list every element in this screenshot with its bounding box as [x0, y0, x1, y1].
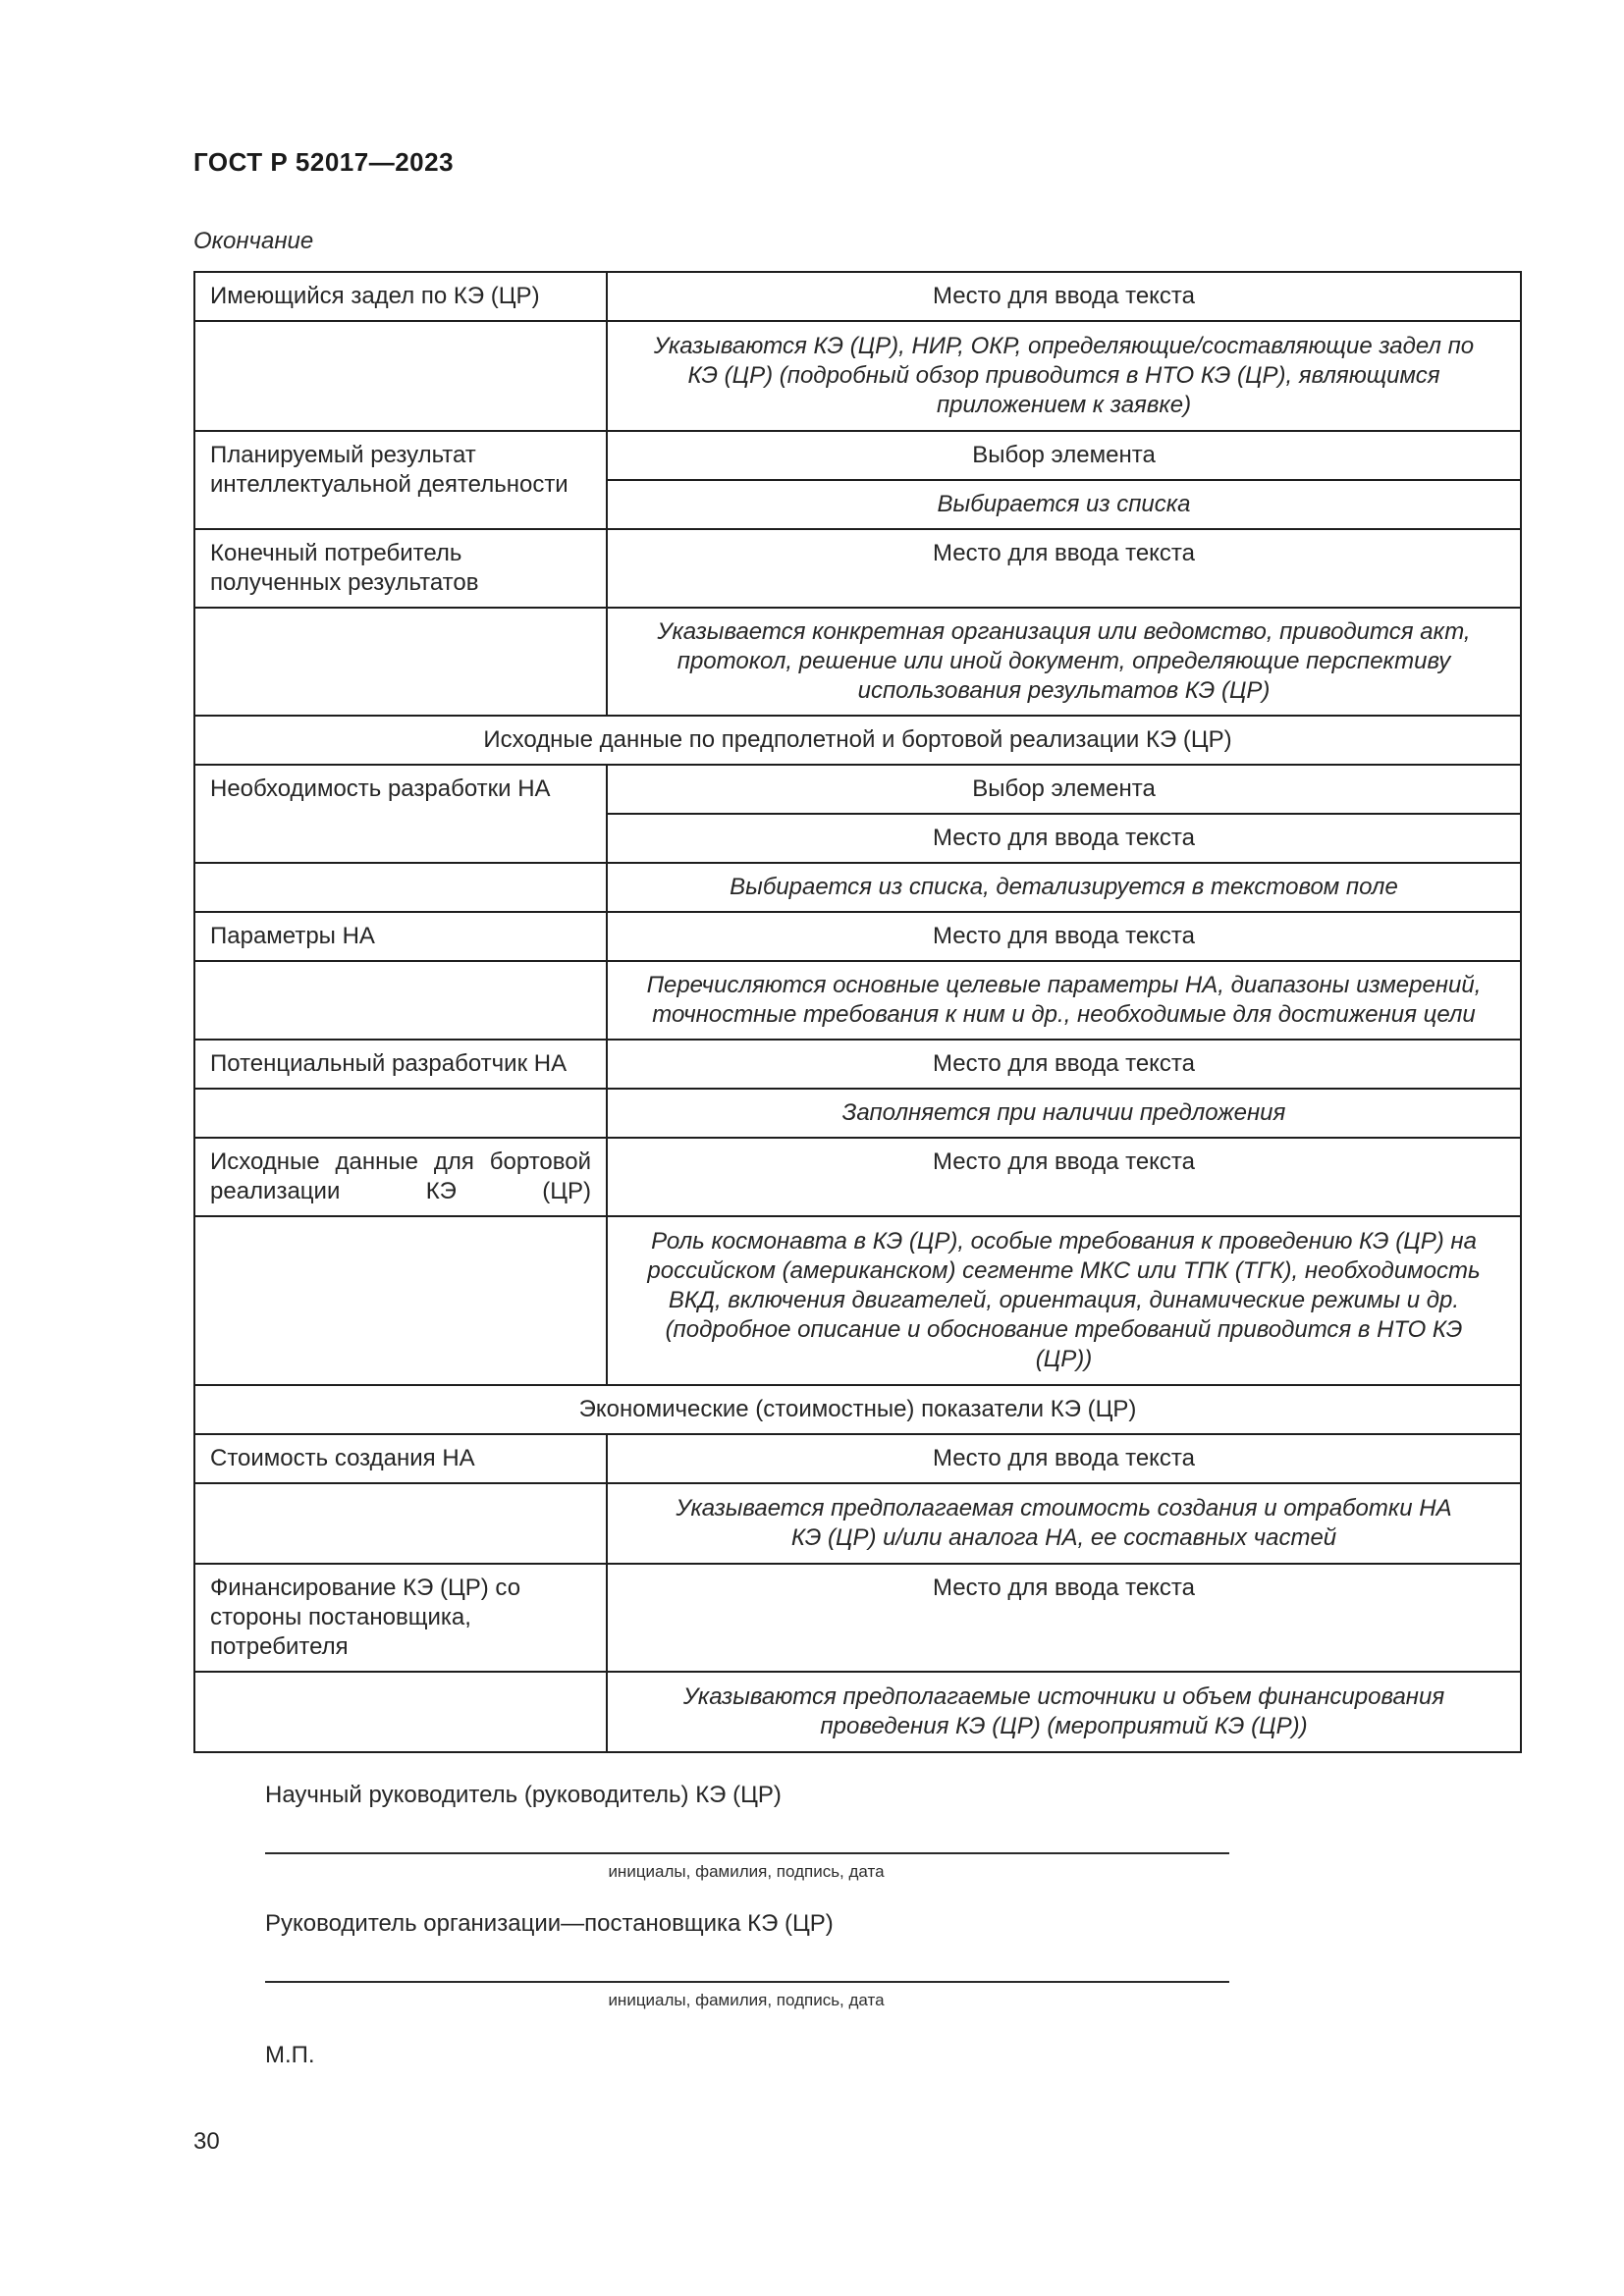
table-row — [194, 863, 1521, 912]
signature-caption: инициалы, фамилия, подпись, дата — [608, 1991, 885, 2009]
table-row — [194, 1564, 1521, 1672]
table-row — [194, 1434, 1521, 1483]
table-row — [194, 431, 1521, 480]
hint-text: Выбирается из списка, детализируется в текстовом поле — [607, 863, 1521, 912]
table-row — [194, 1216, 1521, 1385]
table-row — [194, 321, 1521, 431]
continuation-label: Окончание — [193, 228, 314, 254]
empty-cell — [194, 863, 607, 912]
signature-title: Руководитель организации—постановщика КЭ (ЦР) — [265, 1910, 834, 1937]
scientific-supervisor-signature — [265, 1782, 1227, 1882]
table-row — [194, 765, 1521, 814]
row-label: Финансирование КЭ (ЦР) со стороны постановщика, потребителя — [194, 1564, 607, 1672]
empty-cell — [194, 1483, 607, 1564]
text-input-field[interactable]: Место для ввода текста — [607, 1434, 1521, 1483]
empty-cell — [194, 1672, 607, 1752]
hint-text: Заполняется при наличии предложения — [607, 1089, 1521, 1138]
text-input-field[interactable]: Место для ввода текста — [607, 912, 1521, 961]
text-input-field[interactable]: Место для ввода текста — [607, 1138, 1521, 1216]
section-heading: Исходные данные по предполетной и бортовой реализации КЭ (ЦР) — [194, 716, 1521, 765]
stamp-placeholder: М.П. — [265, 2042, 315, 2068]
empty-cell — [194, 1089, 607, 1138]
table-row — [194, 1672, 1521, 1752]
text-input-field[interactable]: Место для ввода текста — [607, 272, 1521, 321]
signature-caption: инициалы, фамилия, подпись, дата — [608, 1862, 885, 1881]
empty-cell — [194, 608, 607, 716]
row-label: Параметры НА — [194, 912, 607, 961]
table-row — [194, 529, 1521, 608]
select-element-field[interactable]: Выбор элемента — [607, 765, 1521, 814]
row-label: Планируемый результат интеллектуальной деятельности — [194, 431, 607, 529]
empty-cell — [194, 961, 607, 1040]
page-number: 30 — [193, 2128, 220, 2155]
hint-text: Роль космонавта в КЭ (ЦР), особые требования к проведению КЭ (ЦР) на российском (американском) сегменте МКС или ТПК (ТГК), необходимость ВКД, включения двигателей, ориентация, динамические режимы и др. (подробное описание и обоснование требований приводится в НТО КЭ (ЦР)) — [607, 1216, 1521, 1385]
select-element-field[interactable]: Выбор элемента — [607, 431, 1521, 480]
hint-text: Указываются КЭ (ЦР), НИР, ОКР, определяющие/составляющие задел по КЭ (ЦР) (подробный обзор приводится в НТО КЭ (ЦР), являющимся приложением к заявке) — [607, 321, 1521, 431]
text-input-field[interactable]: Место для ввода текста — [607, 1564, 1521, 1672]
table-row — [194, 1385, 1521, 1434]
signature-line[interactable] — [265, 1852, 1229, 1854]
row-label: Потенциальный разработчик НА — [194, 1040, 607, 1089]
table-row — [194, 1040, 1521, 1089]
text-input-field[interactable]: Место для ввода текста — [607, 1040, 1521, 1089]
text-input-field[interactable]: Место для ввода текста — [607, 814, 1521, 863]
table-row — [194, 961, 1521, 1040]
organization-head-signature — [265, 1910, 1227, 2010]
row-label: Необходимость разработки НА — [194, 765, 607, 863]
table-row — [194, 716, 1521, 765]
table-row — [194, 1089, 1521, 1138]
hint-text: Указывается конкретная организация или ведомство, приводится акт, протокол, решение или иной документ, определяющие перспективу использования результатов КЭ (ЦР) — [607, 608, 1521, 716]
text-input-field[interactable]: Место для ввода текста — [607, 529, 1521, 608]
row-label: Имеющийся задел по КЭ (ЦР) — [194, 272, 607, 321]
document-header: ГОСТ Р 52017—2023 — [193, 147, 455, 177]
table-row — [194, 608, 1521, 716]
row-label: Конечный потребитель полученных результатов — [194, 529, 607, 608]
row-label: Исходные данные для бортовой реализации КЭ (ЦР) — [194, 1138, 607, 1216]
application-form-table — [193, 271, 1522, 1753]
hint-text: Перечисляются основные целевые параметры НА, диапазоны измерений, точностные требования к ним и др., необходимые для достижения цели — [607, 961, 1521, 1040]
empty-cell — [194, 321, 607, 431]
hint-text: Указываются предполагаемые источники и объем финансирования проведения КЭ (ЦР) (мероприятий КЭ (ЦР)) — [607, 1672, 1521, 1752]
table-row — [194, 1483, 1521, 1564]
signature-line[interactable] — [265, 1981, 1229, 1983]
section-heading: Экономические (стоимостные) показатели КЭ (ЦР) — [194, 1385, 1521, 1434]
table-row — [194, 912, 1521, 961]
table-row — [194, 272, 1521, 321]
table-row — [194, 1138, 1521, 1216]
hint-text: Выбирается из списка — [607, 480, 1521, 529]
signature-title: Научный руководитель (руководитель) КЭ (ЦР) — [265, 1782, 782, 1808]
row-label: Стоимость создания НА — [194, 1434, 607, 1483]
hint-text: Указывается предполагаемая стоимость создания и отработки НА КЭ (ЦР) и/или аналога НА, ее составных частей — [607, 1483, 1521, 1564]
empty-cell — [194, 1216, 607, 1385]
